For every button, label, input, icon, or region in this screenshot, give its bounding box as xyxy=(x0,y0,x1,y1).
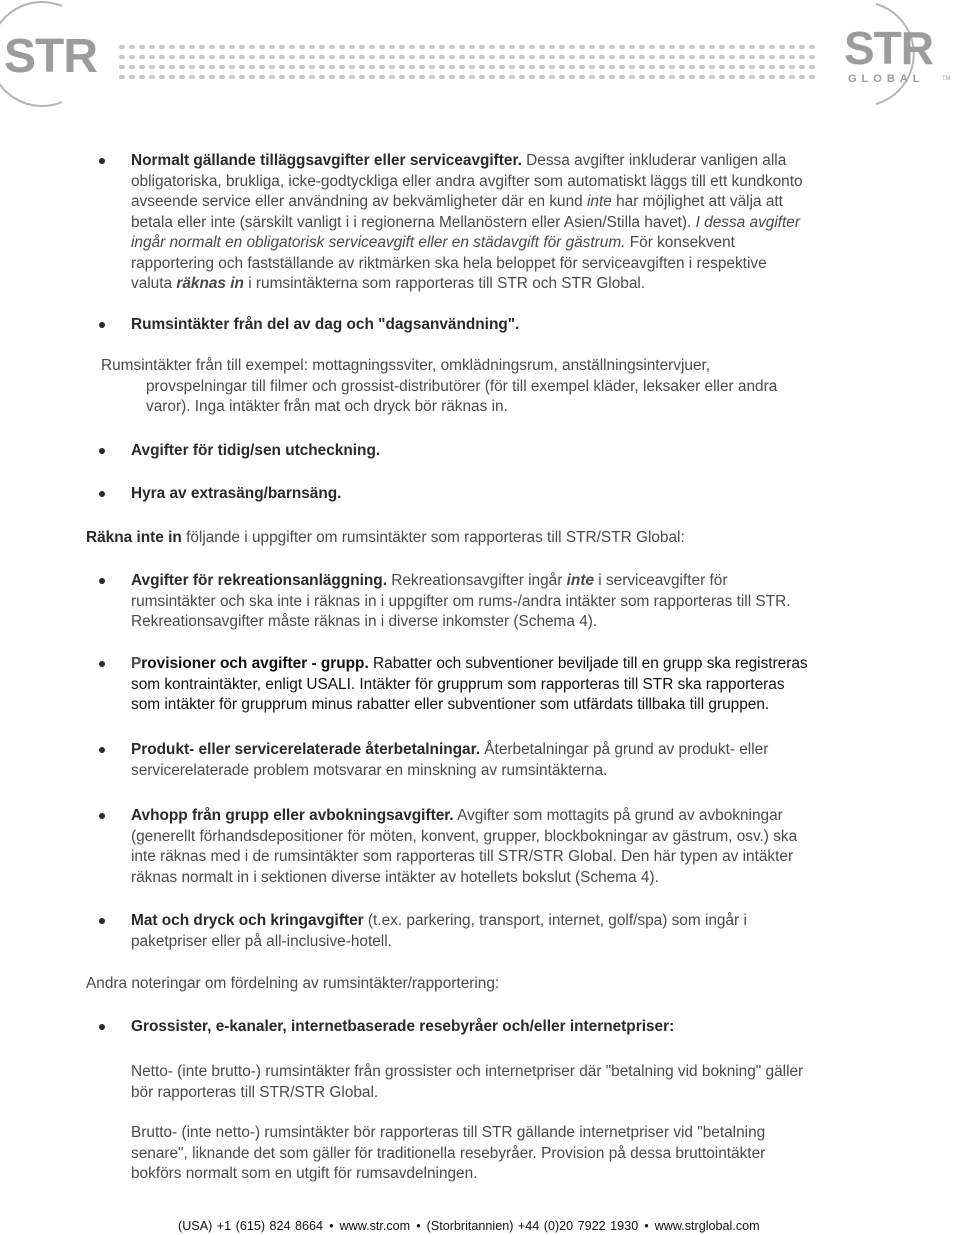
logo-right-text: STR xyxy=(844,22,933,74)
text-line: Brutto- (inte netto-) rumsintäkter bör rapporteras till STR gällande internetpriser vid "betalning xyxy=(131,1124,766,1141)
emphasis: inte xyxy=(587,193,612,210)
bullet-dot xyxy=(99,661,105,667)
str-logo-left xyxy=(0,0,112,113)
dot-pattern xyxy=(118,42,818,82)
paragraph-room-revenue xyxy=(101,356,861,418)
paragraph-net-revenue xyxy=(131,1062,803,1103)
bullet-heading: Produkt- eller servicerelaterade återbetalningar. xyxy=(131,741,481,758)
text-line: rapportering och fastställande av riktmärken ska hela beloppet för serviceavgiften i respektive xyxy=(131,254,767,272)
footer-separator: • xyxy=(644,1219,649,1233)
text-line: servicerelaterade problem motsvarar en minskning av rumsintäkterna. xyxy=(131,761,608,779)
text-line: Netto- (inte brutto-) rumsintäkter från grossister och internetpriser där "betalning vid bokning" gäller xyxy=(131,1063,804,1080)
trademark-mark: TM xyxy=(942,76,951,82)
text-line: har möjlighet att välja att xyxy=(611,193,783,210)
bullet-heading: Avgifter för rekreationsanläggning. xyxy=(131,572,387,589)
bullet-dot xyxy=(99,491,105,497)
text-line: inte räknas med i de rumsintäkter som rapporteras till STR/STR Global. Den här typen av intäkter xyxy=(131,848,794,865)
bullet-dot xyxy=(99,322,105,328)
text-line: bokförs normalt som en utgift för rumsavdelningen. xyxy=(131,1165,478,1182)
text-line: (t.ex. parkering, transport, internet, golf/spa) som ingår i xyxy=(363,912,747,929)
paragraph-other-notes: Andra noteringar om fördelning av rumsintäkter/rapportering: xyxy=(86,975,500,992)
page-footer xyxy=(178,1219,760,1233)
bullet-dot xyxy=(99,448,105,454)
text-line: Avgifter som mottagits på grund av avbokningar xyxy=(453,807,783,824)
footer-link-strglobal[interactable]: www.strglobal.com xyxy=(654,1219,760,1233)
text-line: valuta xyxy=(131,275,177,292)
bullet-extra-bed: Hyra av extrasäng/barnsäng. xyxy=(131,485,342,502)
bullet-checkout: Avgifter för tidig/sen utcheckning. xyxy=(131,442,381,459)
paragraph-exclude xyxy=(86,528,685,549)
text-line: Dessa avgifter inkluderar vanligen alla xyxy=(521,152,787,169)
text-line: som intäkter för grupprum minus rabatter eller subventioner som utfärdats tillbaka till gruppen. xyxy=(131,696,770,713)
logo-left-text: STR xyxy=(4,30,97,83)
footer-separator: • xyxy=(416,1219,421,1233)
paragraph-gross-revenue xyxy=(131,1123,765,1185)
text-line: räknas normalt in i sektionen diverse intäkter av hotellets bokslut (Schema 4). xyxy=(131,868,659,886)
bullet-wholesalers: Grossister, e-kanaler, internetbaserade resebyråer och/eller internetpriser: xyxy=(131,1018,675,1035)
text-line: Rekreationsavgifter måste räknas in i diverse inkomster (Schema 4). xyxy=(131,613,598,630)
text-line: senare", liknande det som gäller för traditionella resebyråer. Provision på dessa bruttointäkter xyxy=(131,1144,766,1162)
bullet-dot xyxy=(99,1024,105,1030)
text-line: (generellt förhandsdepositioner för möten, konvent, grupper, blockbokningar av gästrum, osv.) ska xyxy=(131,827,798,845)
bullet-group-commissions xyxy=(131,654,808,716)
text-line: Återbetalningar på grund av produkt- eller xyxy=(480,741,769,758)
bullet-recreation xyxy=(131,571,790,633)
emphasis: inte xyxy=(566,572,595,589)
emphasis: ingår normalt en obligatorisk serviceavgift eller en städavgift för gästrum. xyxy=(131,234,626,251)
emphasis: räknas in xyxy=(176,275,244,292)
text-line: obligatoriska, brukliga, icke-godtyckliga eller andra avgifter som automatiskt läggs till ett kundkonto xyxy=(131,172,803,190)
emphasis: Räkna inte in xyxy=(86,529,182,546)
text-line: som kontraintäkter, enligt USALI. Intäkter för grupprum som rapporteras till STR ska rapporteras xyxy=(131,675,785,693)
footer-uk-phone: (Storbritannien) +44 (0)20 7922 1930 xyxy=(426,1219,639,1233)
bullet-dot xyxy=(99,747,105,753)
bullet-dot xyxy=(99,578,105,584)
str-global-logo xyxy=(836,0,960,113)
text-line: Rabatter och subventioner beviljade till en grupp ska registreras xyxy=(368,655,808,672)
logo-right-sub: GLOBAL xyxy=(848,73,925,85)
text-line: Rumsintäkter från till exempel: mottagningssviter, omklädningsrum, anställningsintervjuer, xyxy=(101,357,711,374)
footer-link-str[interactable]: www.str.com xyxy=(339,1219,411,1233)
text-line: Rekreationsavgifter ingår xyxy=(386,572,567,589)
bullet-refunds xyxy=(131,740,768,781)
text-line: betala eller inte (särskilt vanligt i i regionerna Mellanöstern eller Asien/Stilla havet). xyxy=(131,213,696,231)
bullet-heading: Normalt gällande tilläggsavgifter eller serviceavgifter. xyxy=(131,152,522,169)
bullet-service-fees xyxy=(131,151,803,295)
text-line: paketpriser eller på all-inclusive-hotell. xyxy=(131,932,392,950)
footer-separator: • xyxy=(329,1219,334,1233)
text-line: rumsintäkter och ska inte i räknas in i uppgifter om rums-/andra intäkter som rapporteras till STR. xyxy=(131,592,791,610)
text-line: bör rapporteras till STR/STR Global. xyxy=(131,1083,379,1101)
bullet-dot xyxy=(99,813,105,819)
text-line: avseende service eller användning av bekvämligheter där en kund xyxy=(131,193,588,210)
text-line: i serviceavgifter för xyxy=(594,572,728,589)
bullet-cancellation xyxy=(131,806,797,888)
bullet-dot xyxy=(99,158,105,164)
text-line: varor). Inga intäkter från mat och dryck bör räknas in. xyxy=(146,398,508,415)
text-line: i rumsintäkterna som rapporteras till STR och STR Global. xyxy=(243,275,646,292)
text-line: provspelningar till filmer och grossist-distributörer (för till exempel kläder, leksaker eller andra xyxy=(146,377,778,395)
bullet-heading: Avhopp från grupp eller avbokningsavgifter. xyxy=(131,807,454,824)
bullet-heading: Mat och dryck och kringavgifter xyxy=(131,912,364,929)
text-line: För konsekvent xyxy=(625,234,735,251)
bullet-heading: rovisioner och avgifter - grupp. xyxy=(141,655,369,672)
bullet-dot xyxy=(99,918,105,924)
text-line: följande i uppgifter om rumsintäkter som rapporteras till STR/STR Global: xyxy=(181,529,685,546)
page-header xyxy=(0,0,960,110)
bullet-food-beverage xyxy=(131,911,747,952)
heading-initial: P xyxy=(131,655,142,672)
footer-usa-phone: (USA) +1 (615) 824 8664 xyxy=(178,1219,324,1233)
bullet-day-use: Rumsintäkter från del av dag och "dagsanvändning". xyxy=(131,316,520,333)
emphasis: I dessa avgifter xyxy=(695,213,800,231)
